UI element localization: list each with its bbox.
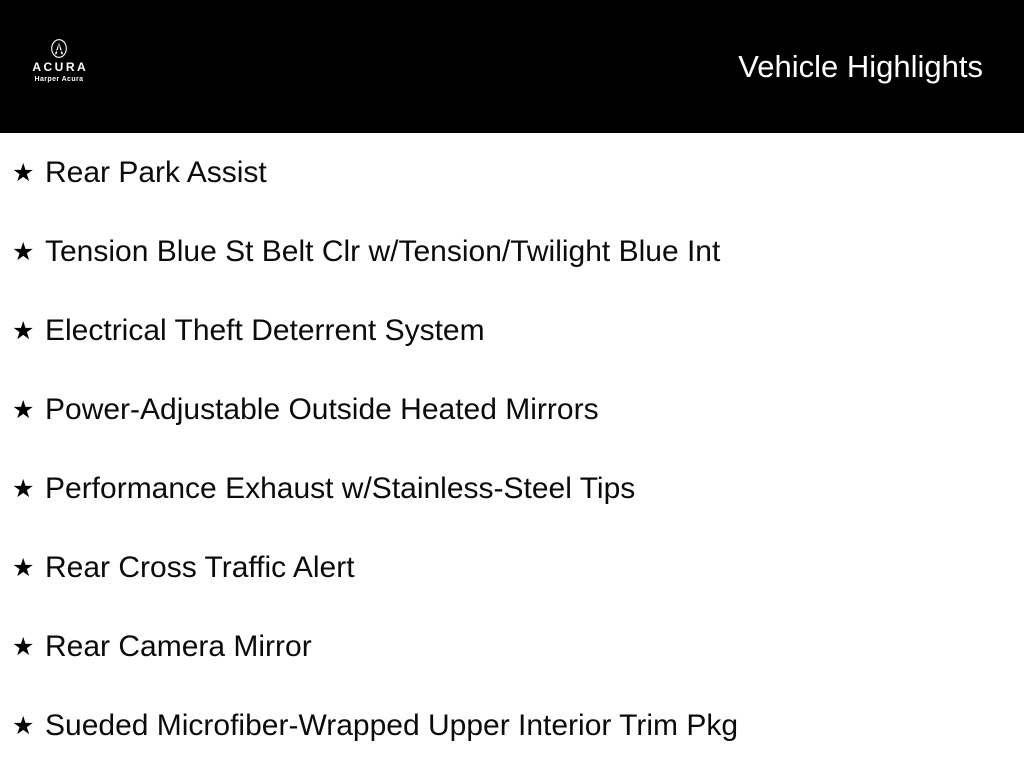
star-icon: ★ xyxy=(12,553,35,582)
star-icon: ★ xyxy=(12,316,35,345)
dealer-logo xyxy=(27,39,91,83)
list-item xyxy=(0,291,1024,370)
star-icon: ★ xyxy=(12,711,35,740)
list-item-label: Rear Cross Traffic Alert xyxy=(45,551,355,584)
page-title: Vehicle Highlights xyxy=(738,49,983,84)
star-icon: ★ xyxy=(12,158,35,187)
list-item-label: Power-Adjustable Outside Heated Mirrors xyxy=(45,393,599,426)
star-icon: ★ xyxy=(12,474,35,503)
star-icon: ★ xyxy=(12,395,35,424)
list-item-label: Tension Blue St Belt Clr w/Tension/Twilight Blue Int xyxy=(45,235,721,268)
star-icon: ★ xyxy=(12,632,35,661)
header-bar xyxy=(0,0,1024,133)
list-item-label: Rear Camera Mirror xyxy=(45,630,312,663)
list-item-label: Performance Exhaust w/Stainless-Steel Tips xyxy=(45,472,636,505)
list-item xyxy=(0,212,1024,291)
list-item-label: Electrical Theft Deterrent System xyxy=(45,314,485,347)
list-item-label: Rear Park Assist xyxy=(45,156,267,189)
list-item xyxy=(0,449,1024,528)
list-item xyxy=(0,370,1024,449)
list-item xyxy=(0,133,1024,212)
list-item xyxy=(0,607,1024,686)
list-item xyxy=(0,686,1024,765)
highlights-list xyxy=(0,133,1024,765)
acura-a-emblem-icon xyxy=(51,39,67,58)
star-icon: ★ xyxy=(12,237,35,266)
brand-name: ACURA xyxy=(32,60,89,74)
list-item xyxy=(0,528,1024,607)
list-item-label: Sueded Microfiber-Wrapped Upper Interior Trim Pkg xyxy=(45,709,739,742)
dealer-name: Harper Acura xyxy=(34,76,84,83)
